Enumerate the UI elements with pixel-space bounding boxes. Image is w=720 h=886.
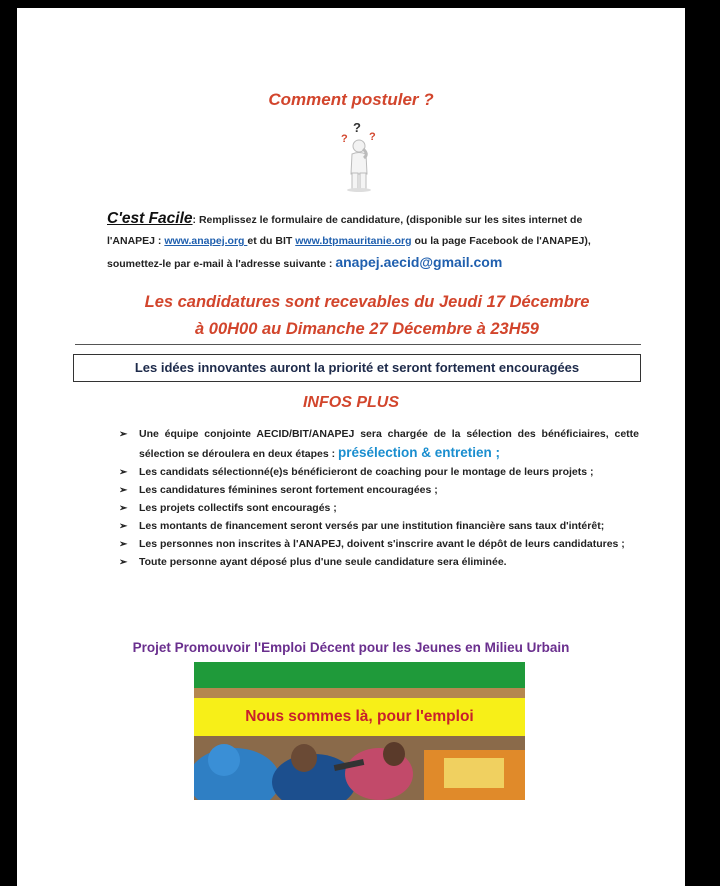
btp-website-link[interactable]: www.btpmauritanie.org bbox=[295, 235, 412, 247]
list-item bbox=[119, 518, 639, 536]
list-item bbox=[119, 500, 639, 518]
bullet-text: Les projets collectifs sont encouragés ; bbox=[139, 501, 337, 514]
arrow-bullet-icon: ➢ bbox=[119, 556, 128, 568]
bullet-text: Les candidats sélectionné(e)s bénéficieront de coaching pour le montage de leurs projets ; bbox=[139, 465, 594, 478]
application-instructions bbox=[107, 208, 627, 275]
instructions-text-3: ou la page Facebook de l'ANAPEJ), soumettez-le par e-mail à l'adresse suivante : bbox=[107, 235, 591, 270]
instructions-text-2: et du BIT bbox=[247, 235, 296, 247]
period-line-2: à 00H00 au Dimanche 27 Décembre à 23H59 bbox=[195, 320, 539, 338]
arrow-bullet-icon: ➢ bbox=[119, 502, 128, 514]
project-name: Projet Promouvoir l'Emploi Décent pour les Jeunes en Milieu Urbain bbox=[132, 640, 570, 655]
anapej-website-link[interactable]: www.anapej.org bbox=[164, 235, 248, 247]
arrow-bullet-icon: ➢ bbox=[119, 466, 128, 478]
list-item bbox=[119, 482, 639, 500]
arrow-bullet-icon: ➢ bbox=[119, 538, 128, 550]
priority-note: Les idées innovantes auront la priorité et seront fortement encouragées bbox=[73, 354, 641, 382]
info-bullet-list bbox=[119, 426, 639, 572]
list-item bbox=[119, 536, 639, 554]
cest-facile-label: C'est Facile bbox=[107, 210, 193, 227]
infos-plus-heading: INFOS PLUS bbox=[302, 394, 399, 411]
email-address[interactable]: anapej.aecid@gmail.com bbox=[335, 254, 503, 270]
bullet-text: Les montants de financement seront versés par une institution financière sans taux d'intérêt; bbox=[139, 519, 605, 532]
list-item bbox=[119, 426, 639, 463]
arrow-bullet-icon: ➢ bbox=[119, 429, 128, 440]
arrow-bullet-icon: ➢ bbox=[119, 520, 128, 532]
svg-text:?: ? bbox=[369, 131, 376, 143]
arrow-bullet-icon: ➢ bbox=[119, 484, 128, 496]
bullet-text: Toute personne ayant déposé plus d'une seule candidature sera éliminée. bbox=[139, 555, 507, 568]
application-period bbox=[77, 289, 657, 343]
instructions-text-1: : Remplissez le formulaire de candidature, (disponible sur les sites internet de l'ANAPEJ : bbox=[107, 214, 583, 247]
list-item bbox=[119, 464, 639, 482]
svg-text:?: ? bbox=[341, 133, 348, 145]
period-line-1: Les candidatures sont recevables du Jeudi 17 Décembre bbox=[144, 293, 590, 311]
selection-steps-highlight: présélection & entretien ; bbox=[338, 444, 501, 460]
banner-slogan: Nous sommes là, pour l'emploi bbox=[194, 698, 525, 736]
bullet-text: Une équipe conjointe AECID/BIT/ANAPEJ sera chargée de la sélection des bénéficiaires, cette sélection se déroulera en deux étapes : bbox=[139, 428, 639, 460]
svg-text:?: ? bbox=[353, 120, 361, 135]
list-item bbox=[119, 554, 639, 572]
page-title: Comment postuler ? bbox=[268, 90, 434, 109]
document-page bbox=[17, 8, 685, 886]
divider bbox=[75, 344, 641, 345]
bullet-text: Les personnes non inscrites à l'ANAPEJ, doivent s'inscrire avant le dépôt de leurs candidatures ; bbox=[139, 537, 625, 550]
thinking-person-illustration bbox=[335, 118, 385, 193]
bullet-text: Les candidatures féminines seront fortement encouragées ; bbox=[139, 483, 438, 496]
campaign-banner bbox=[194, 662, 525, 800]
